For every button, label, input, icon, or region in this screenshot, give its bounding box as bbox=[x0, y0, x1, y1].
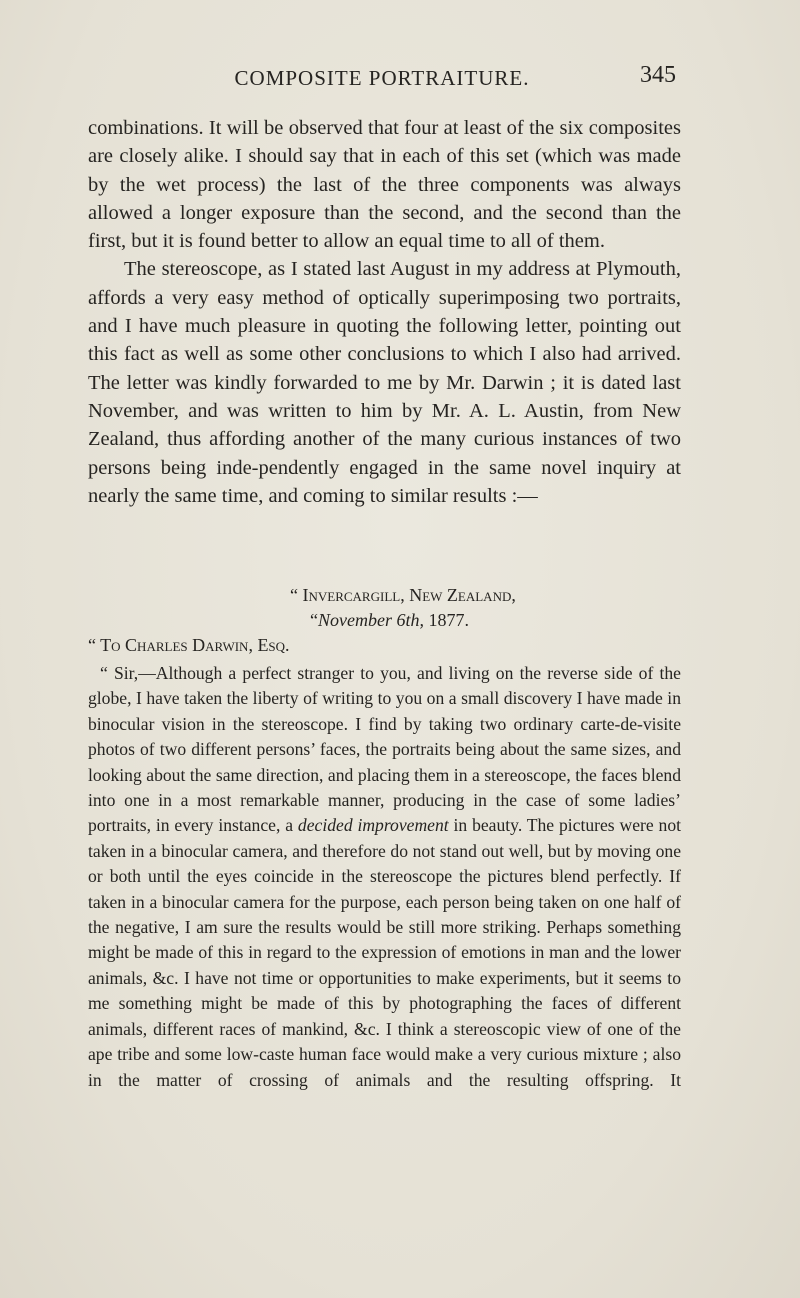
letter-date-day: 6th, bbox=[396, 610, 424, 630]
letter-body bbox=[88, 661, 681, 1093]
page-number: 345 bbox=[640, 62, 676, 88]
letter-addressee: “ To Charles Darwin, Esq. bbox=[88, 635, 290, 655]
body-text bbox=[88, 114, 681, 510]
letter-date: “November 6th, 1877. bbox=[310, 610, 469, 630]
paragraph-stereoscope: The stereoscope, as I stated last August in my address at Plymouth, affords a very easy method of optically superimposing two portraits, and I have much pleasure in quoting the following letter, pointing out this fact as well as some other conclusions to which I also had arrived. The letter was kindly forwarded to me by Mr. Darwin ; it is dated last November, and was written to him by Mr. A. L. Austin, from New Zealand, thus affording another of the many curious instances of two persons being inde-pendently engaged in the same novel inquiry at nearly the same time, and coming to similar results :— bbox=[88, 258, 681, 507]
letter-place: “ Invercargill, New Zealand, bbox=[290, 585, 516, 605]
letter-body-part-1: “ Sir,—Although a perfect stranger to you, and living on the reverse side of the globe, I have taken the liberty of writing to you on a small discovery I have made in binocular vision in the stereoscope. I find by taking two ordinary carte-de-visite photos of two different persons’ faces, the portraits being about the same sizes, and looking about the same direction, and placing them in a stereoscope, the faces blend into one in a most remarkable manner, producing in the case of some ladies’ portraits, in every instance, a bbox=[88, 663, 681, 836]
running-title: COMPOSITE PORTRAITURE. bbox=[234, 66, 530, 90]
running-header bbox=[88, 60, 676, 100]
letter-emphasis: decided improvement bbox=[297, 815, 449, 836]
letter-date-year: 1877. bbox=[428, 610, 469, 630]
paragraph-continued: combinations. It will be observed that four at least of the six composites are closely alike. I should say that in each of this set (which was made by the wet process) the last of the three components was always allowed a longer exposure than the second, and the second than the first, but it is found better to allow an equal time to all of them. bbox=[88, 117, 681, 253]
letter-body-part-2: in beauty. The pictures were not taken in a binocular camera, and therefore do not stand out well, but by moving one or both until the eyes coincide in the stereoscope the pictures blend perfectly. If taken in a binocular camera for the purpose, each person being taken on one half of the negative, I am sure the results would be still more striking. Perhaps something might be made of this in regard to the expression of emotions in man and the lower animals, &c. I have not time or opportunities to make experiments, but it seems to me something might be made of this by photographing the faces of different animals, different races of mankind, &c. I think a stereoscopic view of one of the ape tribe and some low-caste human face would make a very curious mixture ; also in the matter of crossing of animals and the resulting offspring. It bbox=[88, 815, 682, 1090]
quoted-letter bbox=[88, 583, 681, 1093]
letter-date-month: November bbox=[318, 610, 392, 630]
